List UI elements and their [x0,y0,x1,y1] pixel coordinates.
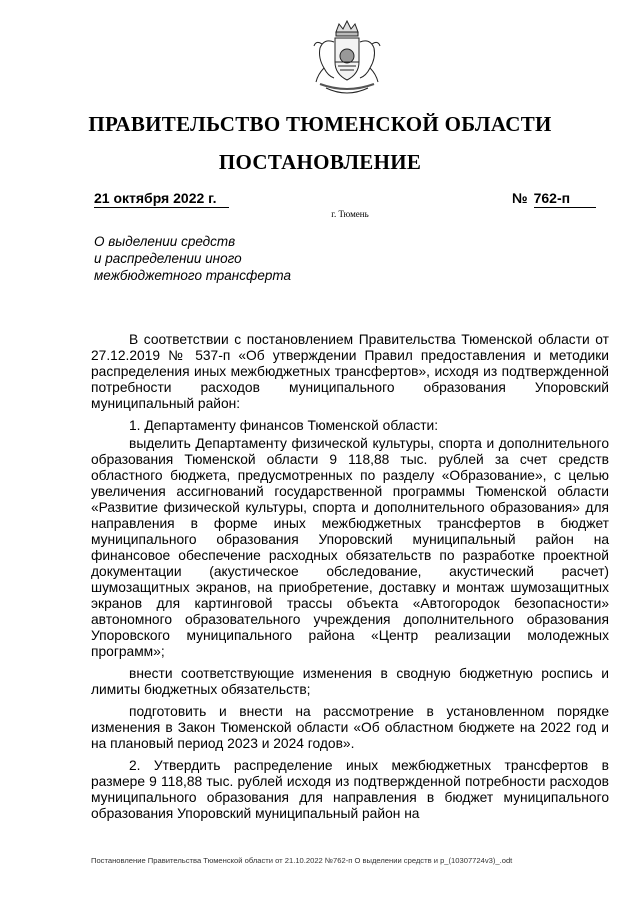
subject-line: межбюджетного трансферта [94,268,292,283]
document-body [91,332,609,828]
government-title: ПРАВИТЕЛЬСТВО ТЮМЕНСКОЙ ОБЛАСТИ [88,112,552,136]
document-date: 21 октября 2022 г. [94,190,229,208]
coat-of-arms-emblem [306,18,388,100]
document-subject [94,233,374,284]
document-footer: Постановление Правительства Тюменской области от 21.10.2022 №762-п О выделении средств и р_(10307724v3)_.odt [91,856,513,865]
city-label: г. Тюмень [331,209,369,219]
body-paragraph: внести соответствующие изменения в сводную бюджетную роспись и лимиты бюджетных обязательств; [91,666,609,697]
body-paragraph: выделить Департаменту физической культуры, спорта и дополнительного образования Тюменской области 9 118,88 тыс. рублей за счет средств областного бюджета, предусмотренных по разделу «Образование», с целью увеличения ассигнований государственной программы Тюменской области «Развитие физической культуры, спорта и дополнительного образования» для направления в форме иных межбюджетных трансфертов в бюджет муниципального образования Упоровский муниципальный район на финансовое обеспечение расходных обязательств по разработке проектной документации (акустическое обследование, акустический расчет) шумозащитных экранов, на приобретение, доставку и монтаж шумозащитных экранов для картинговой трассы объекта «Автогородок безопасности» автономного образовательного учреждения дополнительного образования Упоровского муниципального района «Центр реализации молодежных программ»; [91,436,609,659]
subject-line: О выделении средств [94,234,236,249]
body-paragraph: 2. Утвердить распределение иных межбюджетных трансфертов в размере 9 118,88 тыс. рублей исходя из подтвержденной потребности расходов муниципального образования для направления в бюджет муниципального образования Упоровский муниципальный район на [91,758,609,821]
subject-line: и распределении иного [94,251,242,266]
body-paragraph: подготовить и внести на рассмотрение в установленном порядке изменения в Закон Тюменской области «Об областном бюджете на 2022 год и на плановый период 2023 и 2024 годов». [91,704,609,751]
number-sign: № [512,190,528,206]
body-paragraph: В соответствии с постановлением Правительства Тюменской области от 27.12.2019 № 537-п «Об утверждении Правил предоставления и методики распределения иных межбюджетных трансфертов», исходя из подтвержденной потребности расходов муниципального образования Упоровский муниципальный район: [91,332,609,411]
document-type: ПОСТАНОВЛЕНИЕ [218,150,422,174]
body-paragraph: 1. Департаменту финансов Тюменской области: [129,418,439,433]
document-number [512,190,596,208]
number-value: 762-п [534,190,596,208]
